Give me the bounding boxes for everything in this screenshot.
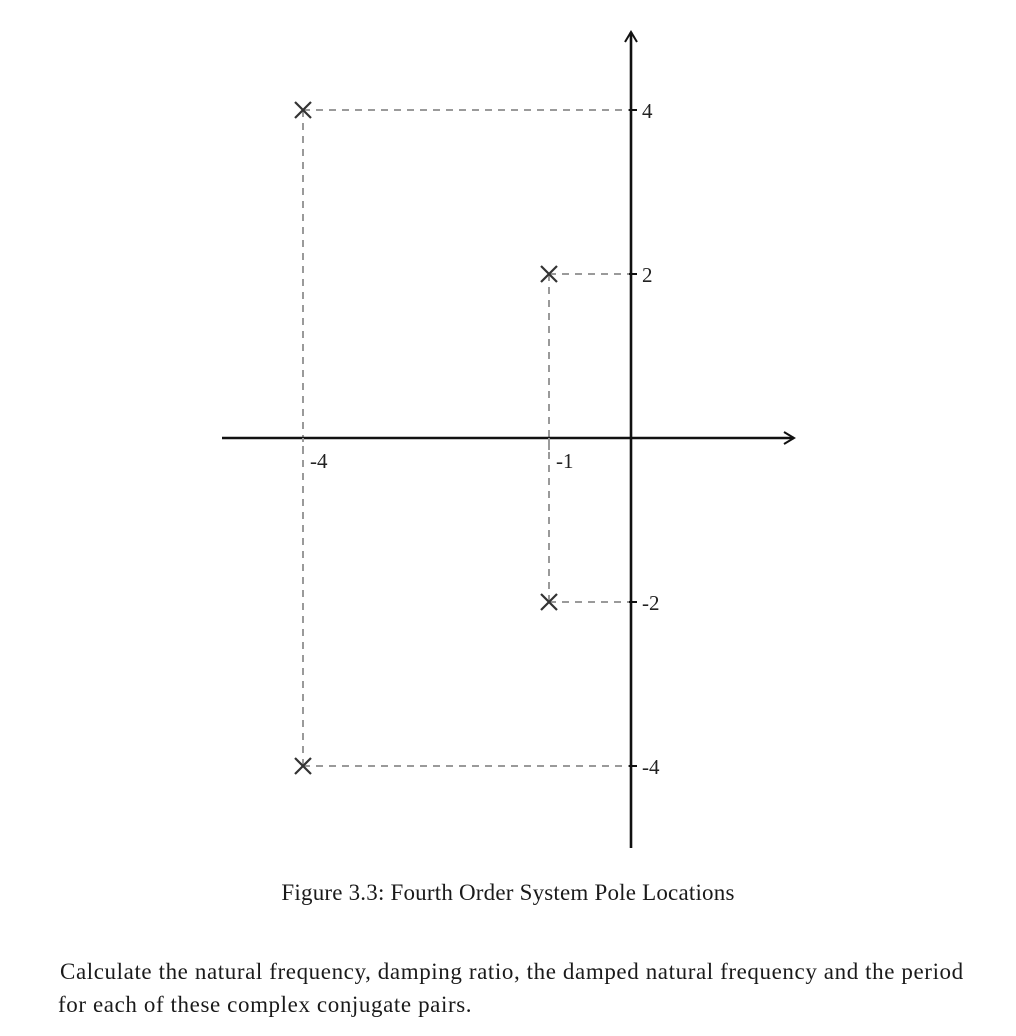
x-tick-label-0: -4 (310, 449, 328, 473)
y-tick-label-0: 4 (642, 99, 653, 123)
body-paragraph: Calculate the natural frequency, damping ratio, the damped natural frequency and the period for each of these complex conjugate pairs. (58, 959, 964, 1017)
figure-caption: Figure 3.3: Fourth Order System Pole Locations (281, 880, 735, 905)
y-tick-label-3: -4 (642, 755, 660, 779)
y-tick-label-1: 2 (642, 263, 653, 287)
y-tick-label-2: -2 (642, 591, 660, 615)
x-tick-label-1: -1 (556, 449, 574, 473)
